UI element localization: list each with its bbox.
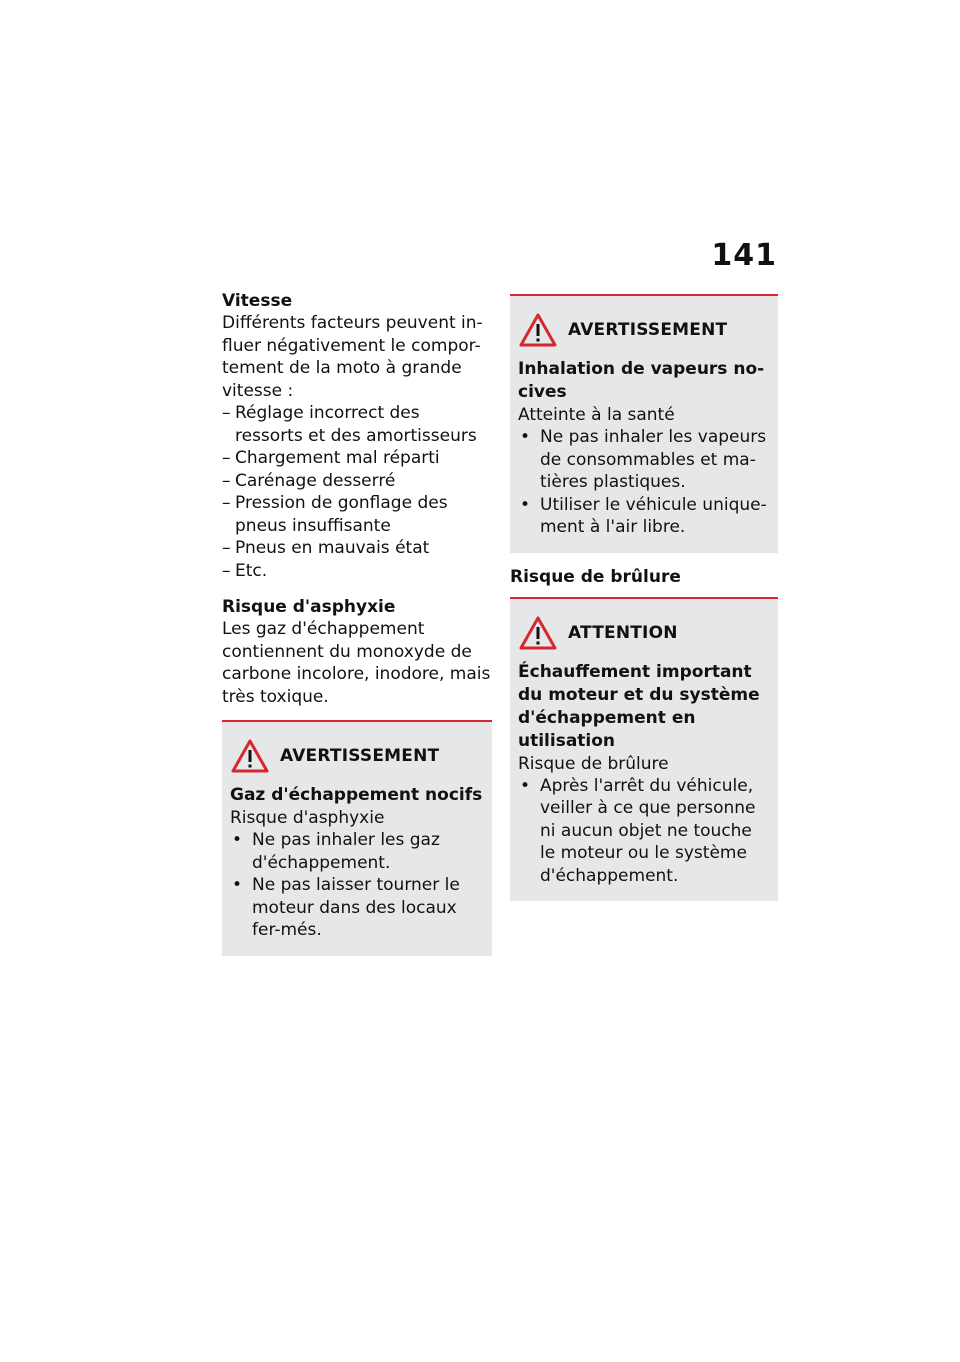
warning-box-header bbox=[518, 310, 770, 350]
warning-box-exhaust bbox=[222, 720, 492, 956]
attention-subtitle: Risque de brûlure bbox=[518, 753, 669, 774]
list-item: – Etc. bbox=[222, 560, 492, 583]
attention-box-burn bbox=[510, 597, 778, 902]
warning-title: Inhalation de vapeurs no-cives bbox=[518, 359, 765, 402]
warning-triangle-icon bbox=[518, 615, 558, 651]
vitesse-title: Vitesse bbox=[222, 291, 293, 311]
attention-box-header bbox=[518, 613, 770, 653]
list-item-continuation: ni aucun objet ne touche bbox=[540, 820, 752, 841]
list-item: • Ne pas inhaler les gaz d'échappement. bbox=[230, 829, 484, 874]
list-item: – Pression de gonflage des pneus insuffisante bbox=[222, 492, 492, 537]
list-item: • Ne pas laisser tourner le moteur dans des locaux fer-més. bbox=[230, 874, 484, 942]
warning-triangle-icon bbox=[230, 738, 270, 774]
brulure-heading: Risque de brûlure bbox=[510, 566, 681, 587]
warning-box-vapors bbox=[510, 294, 778, 553]
warning-subtitle: Risque d'asphyxie bbox=[230, 808, 385, 828]
list-item: – Réglage incorrect des ressorts et des amortisseurs bbox=[222, 402, 492, 447]
vitesse-text: Différents facteurs peuvent in-fluer négativement le compor-tement de la moto à grande vitesse : bbox=[222, 313, 483, 401]
list-item: • Ne pas inhaler les vapeurs de consommables et ma-tières plastiques. bbox=[518, 426, 770, 494]
warning-label: AVERTISSEMENT bbox=[280, 746, 440, 766]
right-column bbox=[510, 294, 778, 901]
list-item-continuation: d'échappement. bbox=[540, 865, 679, 886]
warning-label: AVERTISSEMENT bbox=[568, 320, 728, 340]
list-item: – Pneus en mauvais état bbox=[222, 537, 492, 560]
asphyxie-title: Risque d'asphyxie bbox=[222, 597, 396, 617]
list-item: – Carénage desserré bbox=[222, 470, 492, 493]
warning-triangle-icon bbox=[518, 312, 558, 348]
warning-title: Gaz d'échappement nocifs bbox=[230, 785, 483, 805]
warning-bullet-list bbox=[230, 829, 484, 942]
page-number: 141 bbox=[711, 238, 777, 273]
vitesse-factor-list bbox=[222, 402, 492, 582]
asphyxie-text: Les gaz d'échappement contiennent du monoxyde de carbone incolore, inodore, mais très toxique. bbox=[222, 619, 491, 707]
attention-title: Échauffement important du moteur et du système d'échappement en utilisation bbox=[518, 661, 760, 751]
list-item-text: Après l'arrêt du véhicule, bbox=[540, 775, 754, 796]
list-item-continuation: veiller à ce que personne bbox=[540, 798, 756, 818]
left-column bbox=[222, 290, 492, 956]
list-item: • Après l'arrêt du véhicule, bbox=[520, 775, 754, 796]
warning-bullet-list bbox=[518, 426, 770, 539]
attention-label: ATTENTION bbox=[568, 622, 678, 643]
list-item-continuation: le moteur ou le système bbox=[540, 843, 747, 863]
attention-bullet-list bbox=[518, 775, 770, 888]
list-item: • Utiliser le véhicule unique-ment à l'air libre. bbox=[518, 494, 770, 539]
list-item: – Chargement mal réparti bbox=[222, 447, 492, 470]
warning-box-header bbox=[230, 736, 484, 776]
warning-subtitle: Atteinte à la santé bbox=[518, 405, 675, 425]
